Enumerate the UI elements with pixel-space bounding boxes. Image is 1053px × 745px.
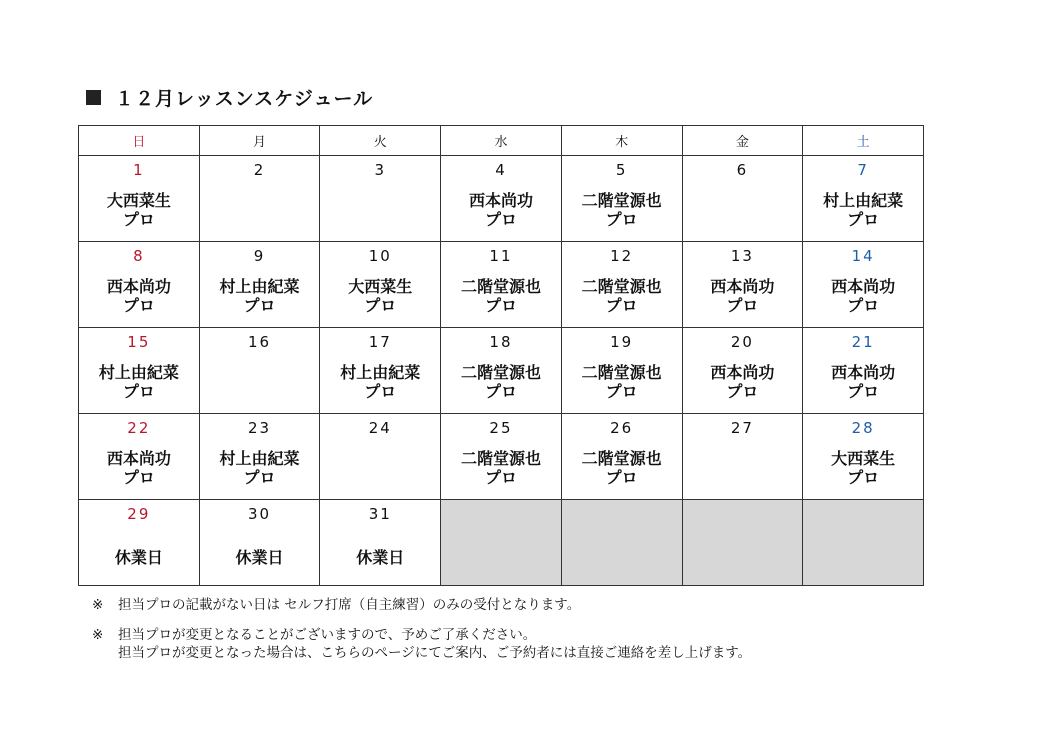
day-number: 13 [730, 247, 754, 265]
weekday-thursday: 木 [561, 126, 682, 156]
instructor-title: プロ [484, 382, 517, 401]
day-cell-19 [561, 328, 682, 414]
day-number: 12 [610, 247, 634, 265]
instructor-name: 大西菜生 [106, 191, 171, 210]
instructor-name: 二階堂源也 [460, 363, 541, 382]
week-row-5 [79, 500, 924, 586]
instructor-title: プロ [605, 296, 638, 315]
instructor-label [320, 277, 440, 315]
day-cell-26 [561, 414, 682, 500]
day-number: 3 [374, 161, 387, 179]
title-text: １２月レッスンスケジュール [115, 87, 374, 110]
note-2 [92, 626, 751, 662]
day-cell-3 [320, 156, 441, 242]
weekday-header-row [79, 126, 924, 156]
closed-label: 休業日 [356, 548, 405, 567]
instructor-title: プロ [847, 296, 880, 315]
day-cell-17 [320, 328, 441, 414]
weekday-friday: 金 [682, 126, 803, 156]
day-cell-16 [199, 328, 320, 414]
instructor-title: プロ [605, 210, 638, 229]
instructor-title: プロ [847, 210, 880, 229]
instructor-label [683, 363, 803, 401]
closed-label: 休業日 [235, 548, 284, 567]
day-number: 11 [489, 247, 513, 265]
day-cell-12 [561, 242, 682, 328]
weekday-wednesday: 水 [441, 126, 562, 156]
day-cell-15 [79, 328, 200, 414]
instructor-title: プロ [364, 296, 397, 315]
instructor-name: 二階堂源也 [460, 277, 541, 296]
day-number: 25 [489, 419, 513, 437]
day-number: 26 [610, 419, 634, 437]
weekday-monday: 月 [199, 126, 320, 156]
day-number: 2 [253, 161, 266, 179]
day-cell-30 [199, 500, 320, 586]
day-number: 24 [368, 419, 392, 437]
day-number: 17 [368, 333, 392, 351]
title-square-bullet [86, 90, 101, 105]
instructor-label [200, 277, 320, 315]
instructor-label [441, 363, 561, 401]
day-cell-13 [682, 242, 803, 328]
instructor-name: 西本尚功 [831, 277, 896, 296]
instructor-label [562, 449, 682, 487]
instructor-label [200, 449, 320, 487]
unused-cell [561, 500, 682, 586]
weekday-saturday: 土 [803, 126, 924, 156]
day-number: 9 [253, 247, 266, 265]
unused-cell [803, 500, 924, 586]
instructor-label [441, 277, 561, 315]
day-number: 4 [495, 161, 507, 179]
instructor-title: プロ [484, 210, 517, 229]
day-cell-18 [441, 328, 562, 414]
unused-cell [682, 500, 803, 586]
day-number: 30 [248, 505, 272, 523]
week-row-3 [79, 328, 924, 414]
instructor-title: プロ [847, 382, 880, 401]
note-1-text: 担当プロの記載がない日は セルフ打席（自主練習）のみの受付となります。 [118, 597, 581, 613]
instructor-name: 村上由紀菜 [219, 277, 300, 296]
instructor-label [441, 191, 561, 229]
instructor-title: プロ [726, 296, 759, 315]
instructor-name: 村上由紀菜 [219, 449, 300, 468]
day-cell-22 [79, 414, 200, 500]
day-cell-8 [79, 242, 200, 328]
day-cell-2 [199, 156, 320, 242]
instructor-name: 二階堂源也 [581, 191, 662, 210]
day-cell-27 [682, 414, 803, 500]
instructor-name: 大西菜生 [831, 449, 896, 468]
instructor-title: プロ [364, 382, 397, 401]
day-number: 31 [368, 505, 392, 523]
day-cell-10 [320, 242, 441, 328]
day-cell-5 [561, 156, 682, 242]
week-row-2 [79, 242, 924, 328]
instructor-label [803, 449, 923, 487]
instructor-name: 二階堂源也 [581, 449, 662, 468]
note-2-line-2: 担当プロが変更となった場合は、こちらのページにてご案内、ご予約者には直接ご連絡を差し上げます。 [118, 645, 752, 661]
instructor-title: プロ [122, 468, 155, 487]
week-row-4 [79, 414, 924, 500]
instructor-name: 村上由紀菜 [98, 363, 179, 382]
day-cell-20 [682, 328, 803, 414]
instructor-name: 西本尚功 [106, 449, 171, 468]
instructor-name: 二階堂源也 [581, 363, 662, 382]
note-1 [92, 596, 751, 614]
day-number: 21 [851, 333, 875, 351]
instructor-label [803, 363, 923, 401]
schedule-calendar [78, 125, 924, 586]
weekday-tuesday: 火 [320, 126, 441, 156]
instructor-label [79, 277, 199, 315]
week-row-1 [79, 156, 924, 242]
day-cell-21 [803, 328, 924, 414]
instructor-title: プロ [122, 210, 155, 229]
day-cell-24 [320, 414, 441, 500]
note-mark: ※ [92, 627, 104, 643]
instructor-label [803, 191, 923, 229]
day-number: 5 [615, 161, 628, 179]
instructor-title: プロ [484, 468, 517, 487]
instructor-label [79, 191, 199, 229]
instructor-name: 村上由紀菜 [340, 363, 421, 382]
day-number: 22 [127, 419, 151, 437]
unused-cell [441, 500, 562, 586]
weekday-sunday: 日 [79, 126, 200, 156]
day-cell-14 [803, 242, 924, 328]
instructor-label [320, 363, 440, 401]
instructor-name: 二階堂源也 [460, 449, 541, 468]
instructor-name: 村上由紀菜 [823, 191, 904, 210]
instructor-title: プロ [605, 468, 638, 487]
instructor-label [562, 191, 682, 229]
instructor-name: 西本尚功 [710, 277, 775, 296]
day-number: 20 [730, 333, 754, 351]
instructor-label [562, 277, 682, 315]
day-cell-25 [441, 414, 562, 500]
page-title [86, 84, 373, 110]
instructor-label [79, 363, 199, 401]
day-cell-6 [682, 156, 803, 242]
instructor-title: プロ [243, 468, 276, 487]
notes-section [92, 596, 751, 662]
instructor-title: プロ [726, 382, 759, 401]
instructor-title: プロ [122, 296, 155, 315]
note-mark: ※ [92, 597, 104, 613]
instructor-name: 西本尚功 [468, 191, 533, 210]
day-cell-28 [803, 414, 924, 500]
instructor-name: 西本尚功 [710, 363, 775, 382]
day-cell-7 [803, 156, 924, 242]
instructor-name: 大西菜生 [348, 277, 413, 296]
day-number: 23 [248, 419, 272, 437]
day-number: 7 [857, 161, 869, 179]
day-number: 19 [610, 333, 634, 351]
day-number: 16 [248, 333, 272, 351]
instructor-title: プロ [605, 382, 638, 401]
day-number: 1 [133, 161, 145, 179]
instructor-name: 西本尚功 [106, 277, 171, 296]
day-cell-31 [320, 500, 441, 586]
day-number: 10 [368, 247, 392, 265]
day-cell-29 [79, 500, 200, 586]
day-cell-11 [441, 242, 562, 328]
day-cell-1 [79, 156, 200, 242]
instructor-label [683, 277, 803, 315]
instructor-title: プロ [243, 296, 276, 315]
day-number: 27 [730, 419, 754, 437]
day-cell-9 [199, 242, 320, 328]
day-cell-4 [441, 156, 562, 242]
instructor-name: 西本尚功 [831, 363, 896, 382]
day-number: 29 [127, 505, 151, 523]
note-2-line-1: 担当プロが変更となることがございますので、予めご了承ください。 [118, 627, 537, 643]
day-number: 6 [736, 161, 749, 179]
instructor-title: プロ [484, 296, 517, 315]
day-number: 8 [133, 247, 145, 265]
instructor-label [562, 363, 682, 401]
instructor-title: プロ [847, 468, 880, 487]
instructor-label [441, 449, 561, 487]
day-number: 18 [489, 333, 513, 351]
day-number: 14 [851, 247, 875, 265]
day-number: 28 [851, 419, 875, 437]
closed-label: 休業日 [114, 548, 163, 567]
day-number: 15 [127, 333, 151, 351]
instructor-title: プロ [122, 382, 155, 401]
day-cell-23 [199, 414, 320, 500]
instructor-label [803, 277, 923, 315]
instructor-name: 二階堂源也 [581, 277, 662, 296]
instructor-label [79, 449, 199, 487]
